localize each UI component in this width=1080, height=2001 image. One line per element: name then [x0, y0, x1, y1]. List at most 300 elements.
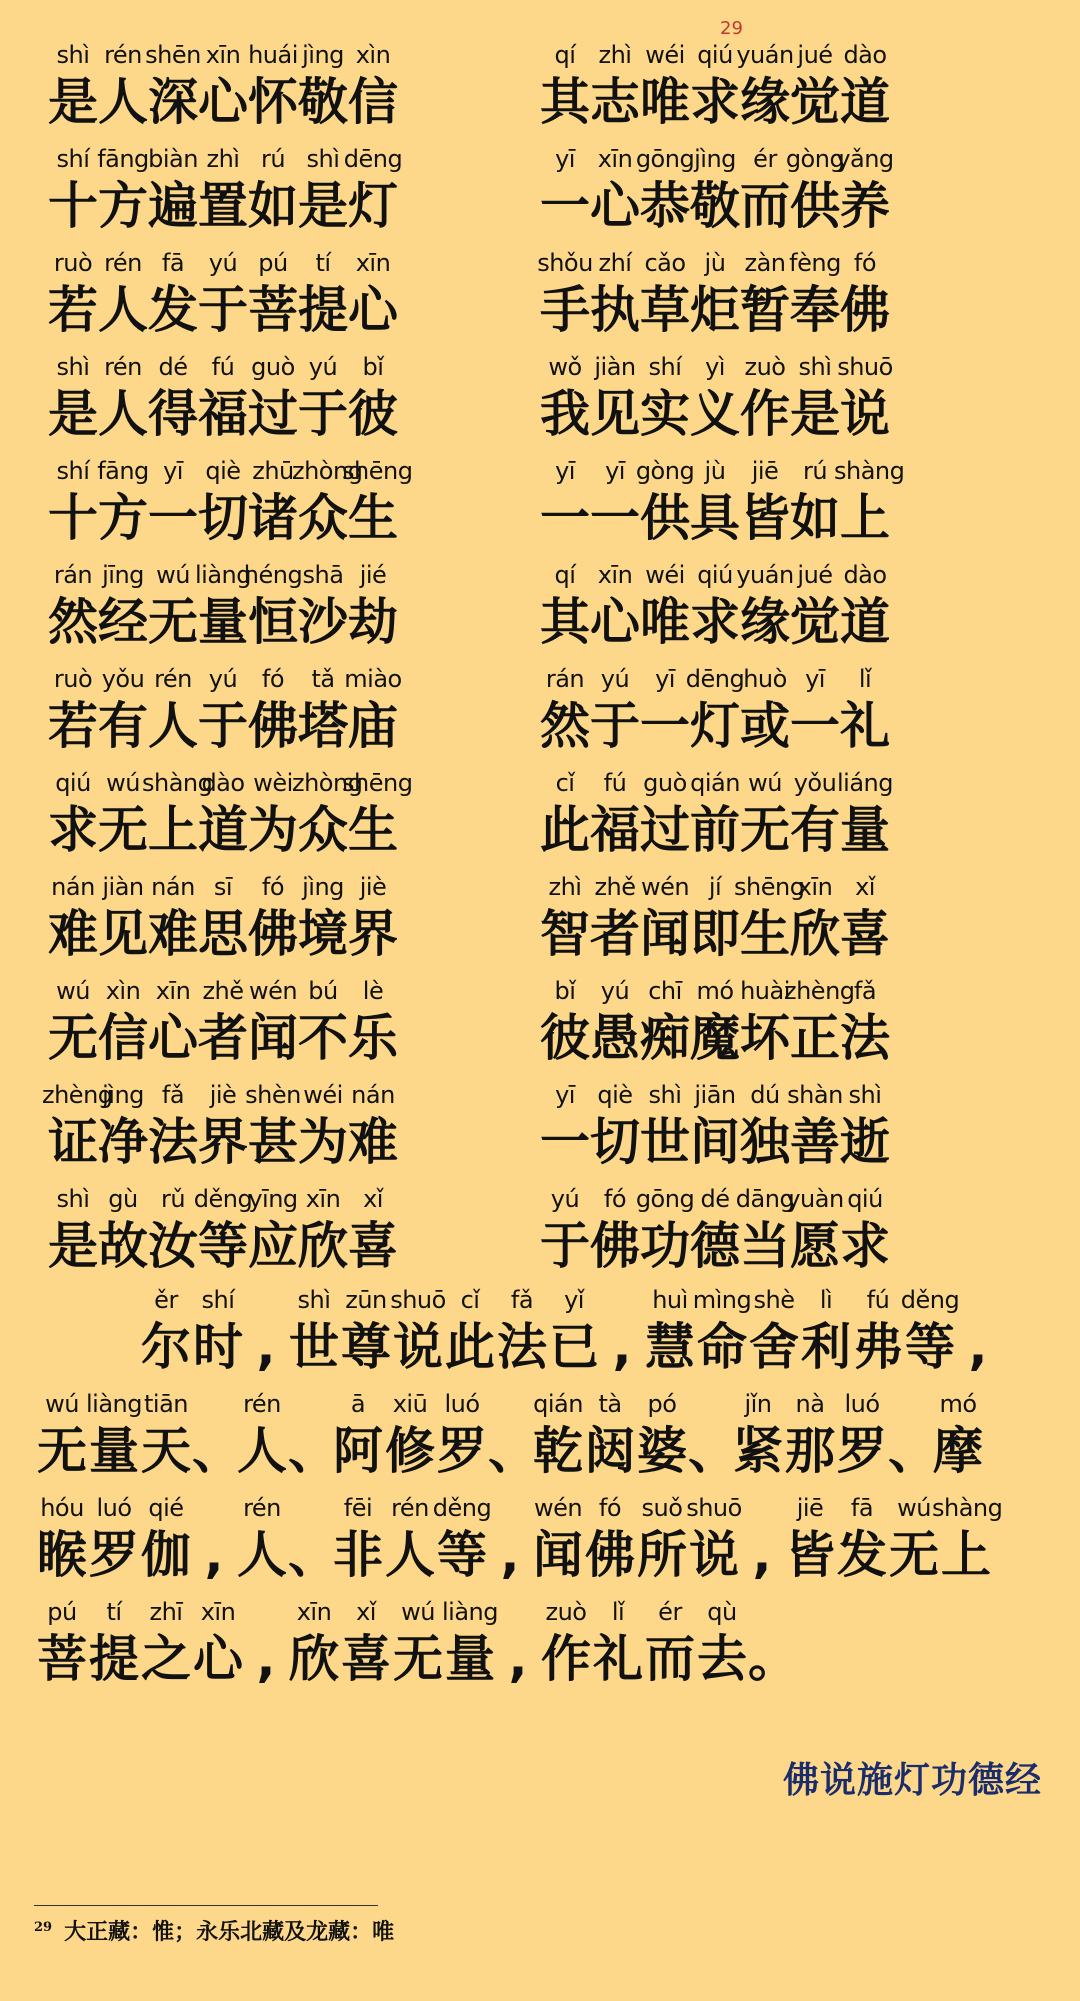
pinyin: yǐ [564, 1286, 584, 1314]
character-unit [98, 976, 148, 1070]
pinyin: rǔ [160, 1185, 186, 1213]
pinyin: fú [603, 769, 627, 797]
pinyin: huò [743, 665, 787, 693]
verse-half-right [540, 768, 893, 862]
character-unit [740, 144, 790, 238]
hanzi: 塔 [298, 697, 348, 755]
hanzi: 前 [690, 801, 740, 859]
pinyin: shì [56, 41, 90, 69]
verse-half-left [48, 40, 398, 134]
character-unit [348, 976, 398, 1070]
pinyin: pú [47, 1598, 77, 1626]
pinyin: yuàn [786, 1185, 844, 1213]
hanzi: 于 [590, 697, 640, 755]
hanzi: 提 [298, 281, 348, 339]
hanzi: 、 [288, 1422, 338, 1480]
hanzi: 草 [640, 281, 690, 339]
character-unit [145, 40, 201, 134]
hanzi: 等 [198, 1217, 248, 1275]
hanzi: 弗 [853, 1318, 903, 1376]
verse-half-right [540, 872, 890, 966]
prose-line [140, 1285, 1000, 1389]
hanzi: 若 [48, 697, 98, 755]
character-unit [148, 560, 198, 654]
character-unit [248, 768, 298, 862]
pinyin: wú [156, 561, 190, 589]
pinyin: dēng [343, 145, 403, 173]
pinyin: lǐ [858, 665, 872, 693]
character-unit [42, 1080, 113, 1174]
hanzi: 皆 [740, 489, 790, 547]
hanzi: 于 [198, 281, 248, 339]
pinyin: zuò [744, 353, 786, 381]
pinyin: rén [154, 665, 192, 693]
character-unit [690, 768, 740, 862]
character-unit [348, 352, 398, 446]
hanzi: 已 [549, 1318, 599, 1376]
hanzi: 求 [840, 1217, 890, 1275]
character-unit [740, 1080, 790, 1174]
character-unit [248, 40, 298, 134]
pinyin: rén [243, 1390, 281, 1418]
pinyin: gòng [635, 457, 695, 485]
hanzi: 难 [48, 905, 98, 963]
hanzi: 、 [192, 1422, 242, 1480]
character-unit [590, 248, 640, 342]
hanzi: 缘 [740, 73, 790, 131]
pinyin: xīn [205, 41, 241, 69]
pinyin: shàng [142, 769, 213, 797]
pinyin: chī [648, 977, 682, 1005]
character-unit [248, 456, 298, 550]
hanzi: 之 [141, 1630, 191, 1688]
hanzi: 切 [590, 1113, 640, 1171]
pinyin: cǎo [644, 249, 686, 277]
hanzi: 欣 [289, 1630, 339, 1688]
character-unit [298, 872, 348, 966]
hanzi: 如 [790, 489, 840, 547]
pinyin: héng [243, 561, 303, 589]
character-unit [243, 560, 303, 654]
hanzi: 佛 [248, 905, 298, 963]
hanzi: 炬 [690, 281, 740, 339]
character-unit [198, 144, 248, 238]
pinyin: fú [866, 1286, 890, 1314]
pinyin: qiú [847, 1185, 883, 1213]
hanzi: 婆 [637, 1422, 687, 1480]
prose-line [36, 1597, 798, 1701]
pinyin: huài [740, 977, 790, 1005]
hanzi: 量 [198, 593, 248, 651]
hanzi: 一 [640, 697, 690, 755]
pinyin: shā [302, 561, 344, 589]
verse-line [48, 352, 1048, 456]
hanzi: 求 [48, 801, 98, 859]
hanzi: 见 [98, 905, 148, 963]
character-unit [540, 976, 590, 1070]
hanzi: 无 [393, 1630, 443, 1688]
pinyin: lè [362, 977, 384, 1005]
character-unit [348, 248, 398, 342]
pinyin [740, 1597, 800, 1627]
hanzi: 量 [445, 1630, 495, 1688]
character-unit [740, 664, 790, 758]
pinyin: yú [600, 665, 630, 693]
pinyin: liàng [195, 561, 251, 589]
pinyin: ěr [154, 1286, 178, 1314]
character-unit [690, 144, 740, 238]
verse-line [48, 248, 1048, 352]
pinyin: xiū [392, 1390, 428, 1418]
character-unit [48, 768, 98, 862]
character-unit [195, 560, 251, 654]
character-unit [635, 456, 695, 550]
pinyin: shí [648, 353, 682, 381]
pinyin: jìng [302, 41, 344, 69]
verse-half-right [540, 976, 890, 1070]
pinyin: nán [51, 873, 95, 901]
verse-line [48, 1184, 1048, 1288]
pinyin: shì [297, 1286, 331, 1314]
hanzi: 说 [689, 1526, 739, 1584]
hanzi: 于 [198, 697, 248, 755]
character-unit [790, 40, 840, 134]
hanzi: 缘 [740, 593, 790, 651]
character-unit [298, 144, 348, 238]
hanzi: 乐 [348, 1009, 398, 1067]
pinyin: jí [708, 873, 722, 901]
hanzi: 是 [790, 385, 840, 443]
character-unit [740, 248, 790, 342]
pinyin: sī [213, 873, 233, 901]
pinyin: ruò [53, 249, 93, 277]
pinyin: yī [555, 457, 575, 485]
character-unit [98, 456, 148, 550]
hanzi: 应 [248, 1217, 298, 1275]
hanzi: 欣 [790, 905, 840, 963]
character-unit [98, 664, 148, 758]
character-unit [785, 144, 845, 238]
hanzi: 法 [497, 1318, 547, 1376]
hanzi: 而 [645, 1630, 695, 1688]
hanzi: 量 [840, 801, 890, 859]
character-unit [248, 664, 298, 758]
hanzi: 命 [697, 1318, 747, 1376]
pinyin: yú [308, 353, 338, 381]
character-unit [98, 560, 148, 654]
verse-half-left [48, 560, 398, 654]
hanzi: 发 [837, 1526, 887, 1584]
pinyin: rú [802, 457, 828, 485]
pinyin: yuán [736, 561, 794, 589]
character-unit [342, 456, 413, 550]
hanzi: 于 [540, 1217, 590, 1275]
verse-half-right [540, 1080, 890, 1174]
pinyin: nán [151, 873, 195, 901]
pinyin: hóu [40, 1494, 84, 1522]
verse-half-left [48, 248, 398, 342]
pinyin: gōng [635, 145, 695, 173]
pinyin: shì [56, 1185, 90, 1213]
hanzi: , [204, 1526, 224, 1584]
pinyin: qiè [205, 457, 241, 485]
pinyin: wú [748, 769, 782, 797]
hanzi: 沙 [298, 593, 348, 651]
character-unit [292, 768, 363, 862]
hanzi: 于 [298, 385, 348, 443]
hanzi: 觉 [790, 73, 840, 131]
character-unit [734, 872, 805, 966]
character-unit [640, 248, 690, 342]
hanzi: 礼 [593, 1630, 643, 1688]
pinyin: zhèng [784, 977, 855, 1005]
hanzi: 罗 [89, 1526, 139, 1584]
hanzi: 作 [740, 385, 790, 443]
hanzi: 独 [740, 1113, 790, 1171]
pinyin: shàng [834, 457, 905, 485]
pinyin: qiú [55, 769, 91, 797]
hanzi: 庙 [348, 697, 398, 755]
pinyin: yuán [736, 41, 794, 69]
character-unit [98, 248, 148, 342]
character-unit [784, 976, 855, 1070]
character-unit [48, 352, 98, 446]
character-unit [834, 456, 905, 550]
verse-line [48, 664, 1048, 768]
pinyin: jǐn [744, 1390, 772, 1418]
sutra-title: 佛说施灯功德经 [782, 1759, 1042, 1801]
hanzi: 说 [393, 1318, 443, 1376]
hanzi: , [508, 1630, 528, 1688]
pinyin: zhū [252, 457, 294, 485]
hanzi: 觉 [790, 593, 840, 651]
pinyin: xīn [797, 873, 833, 901]
verse-line [48, 872, 1048, 976]
character-unit [790, 560, 840, 654]
hanzi: 天 [141, 1422, 191, 1480]
character-unit [48, 664, 98, 758]
character-unit [790, 248, 840, 342]
character-unit [148, 456, 198, 550]
hanzi: 作 [541, 1630, 591, 1688]
pinyin: zhì [206, 145, 240, 173]
pinyin: děng [193, 1185, 253, 1213]
character-unit [298, 352, 348, 446]
pinyin: xìn [105, 977, 141, 1005]
pinyin: fā [161, 249, 185, 277]
pinyin: zhì [598, 41, 632, 69]
hanzi: 此 [540, 801, 590, 859]
character-unit [590, 144, 640, 238]
pinyin: gòng [785, 145, 845, 173]
pinyin: děng [432, 1494, 492, 1522]
character-unit [298, 560, 348, 654]
hanzi: 求 [690, 73, 740, 131]
hanzi: 闻 [533, 1526, 583, 1584]
hanzi: 具 [690, 489, 740, 547]
hanzi: 、 [688, 1422, 738, 1480]
hanzi: 一 [590, 489, 640, 547]
hanzi: 彼 [348, 385, 398, 443]
verse-half-right [540, 40, 890, 134]
pinyin: lǐ [611, 1598, 625, 1626]
hanzi: 伽 [141, 1526, 191, 1584]
verse-line [48, 40, 1048, 144]
pinyin: rén [104, 41, 142, 69]
pinyin: dé [700, 1185, 730, 1213]
pinyin: shàng [932, 1494, 1003, 1522]
pinyin: zhì [548, 873, 582, 901]
character-unit [540, 872, 590, 966]
hanzi: 众 [298, 489, 348, 547]
character-unit [198, 248, 248, 342]
pinyin: shí [56, 457, 90, 485]
hanzi: 过 [640, 801, 690, 859]
pinyin: bǐ [362, 353, 384, 381]
pinyin: jié [359, 561, 387, 589]
pinyin: xìn [355, 41, 391, 69]
pinyin: qiè [597, 1081, 633, 1109]
character-unit [48, 1184, 98, 1278]
footnote-number: 29 [34, 1919, 53, 1935]
hanzi: 其 [540, 593, 590, 651]
character-unit [640, 1080, 690, 1174]
character-unit [248, 144, 298, 238]
pinyin: fó [603, 1185, 627, 1213]
verse-half-right [540, 664, 890, 758]
hanzi: 然 [540, 697, 590, 755]
pinyin: qián [533, 1390, 583, 1418]
character-unit [590, 768, 640, 862]
pinyin: xīn [305, 1185, 341, 1213]
pinyin: wéi [645, 41, 685, 69]
pinyin: zhòng [292, 457, 363, 485]
character-unit [540, 768, 590, 862]
character-unit [537, 248, 593, 342]
hanzi: 慧 [645, 1318, 695, 1376]
hanzi: 供 [790, 177, 840, 235]
hanzi: 故 [98, 1217, 148, 1275]
pinyin: yī [163, 457, 183, 485]
pinyin: nà [795, 1390, 825, 1418]
character-unit [48, 560, 98, 654]
pinyin: shí [56, 145, 90, 173]
pinyin: mó [696, 977, 734, 1005]
character-unit [198, 40, 248, 134]
hanzi: 信 [98, 1009, 148, 1067]
hanzi: 唯 [640, 593, 690, 651]
pinyin: tí [106, 1598, 122, 1626]
hanzi: 而 [740, 177, 790, 235]
hanzi: 境 [298, 905, 348, 963]
hanzi: 有 [98, 697, 148, 755]
hanzi: 愚 [590, 1009, 640, 1067]
pinyin: huì [652, 1286, 688, 1314]
hanzi: 深 [148, 73, 198, 131]
character-unit [840, 560, 890, 654]
pinyin: fā [850, 1494, 874, 1522]
hanzi: 世 [640, 1113, 690, 1171]
pinyin: fǎ [161, 1081, 185, 1109]
footnote-divider [34, 1905, 378, 1906]
pinyin: yú [550, 1185, 580, 1213]
pinyin: shēn [145, 41, 201, 69]
character-unit [790, 768, 840, 862]
pinyin: rén [391, 1494, 429, 1522]
hanzi: 如 [248, 177, 298, 235]
character-unit [932, 1389, 984, 1493]
pinyin: yǒu [793, 769, 837, 797]
hanzi: 福 [590, 801, 640, 859]
pinyin: wéi [645, 561, 685, 589]
character-unit [690, 976, 740, 1070]
character-unit [840, 1080, 890, 1174]
pinyin: yīng [248, 1185, 298, 1213]
hanzi: 为 [248, 801, 298, 859]
character-unit [590, 1184, 640, 1278]
pinyin: ā [350, 1390, 366, 1418]
pinyin: yī [805, 665, 825, 693]
character-unit [98, 872, 148, 966]
hanzi: 无 [148, 593, 198, 651]
pinyin: xīn [355, 249, 391, 277]
pinyin: dēng [685, 665, 745, 693]
hanzi: 尔 [141, 1318, 191, 1376]
character-unit [342, 768, 413, 862]
character-unit [590, 872, 640, 966]
hanzi: 怀 [248, 73, 298, 131]
pinyin: xǐ [363, 1185, 383, 1213]
character-unit [735, 1184, 795, 1278]
hanzi: 痴 [640, 1009, 690, 1067]
character-unit [590, 352, 640, 446]
character-unit [98, 1080, 148, 1174]
verse-half-left [48, 976, 398, 1070]
hanzi: 无 [98, 801, 148, 859]
character-unit [590, 976, 640, 1070]
pinyin: dé [158, 353, 188, 381]
pinyin: fó [598, 1494, 622, 1522]
hanzi: 生 [348, 489, 398, 547]
hanzi: 养 [840, 177, 890, 235]
character-unit [148, 248, 198, 342]
pinyin: wéi [303, 1081, 343, 1109]
hanzi: 上 [840, 489, 890, 547]
pinyin: fāng [97, 457, 149, 485]
pinyin: shēng [734, 873, 805, 901]
pinyin: wú [401, 1598, 435, 1626]
pinyin: yú [208, 665, 238, 693]
pinyin: shuō [837, 353, 893, 381]
hanzi: 证 [48, 1113, 98, 1171]
character-unit [198, 352, 248, 446]
hanzi: 生 [740, 905, 790, 963]
hanzi: 时 [193, 1318, 243, 1376]
character-unit [298, 1080, 348, 1174]
character-unit [540, 352, 590, 446]
character-unit [640, 664, 690, 758]
footnote-reference[interactable]: 29 [720, 18, 743, 39]
pinyin: cǐ [555, 769, 575, 797]
hanzi: 闼 [585, 1422, 635, 1480]
pinyin: nán [351, 1081, 395, 1109]
character-unit [540, 664, 590, 758]
character-unit [690, 40, 740, 134]
pinyin [948, 1285, 1008, 1315]
pinyin: shè [753, 1286, 795, 1314]
hanzi: 佛 [585, 1526, 635, 1584]
hanzi: 、 [288, 1526, 338, 1584]
